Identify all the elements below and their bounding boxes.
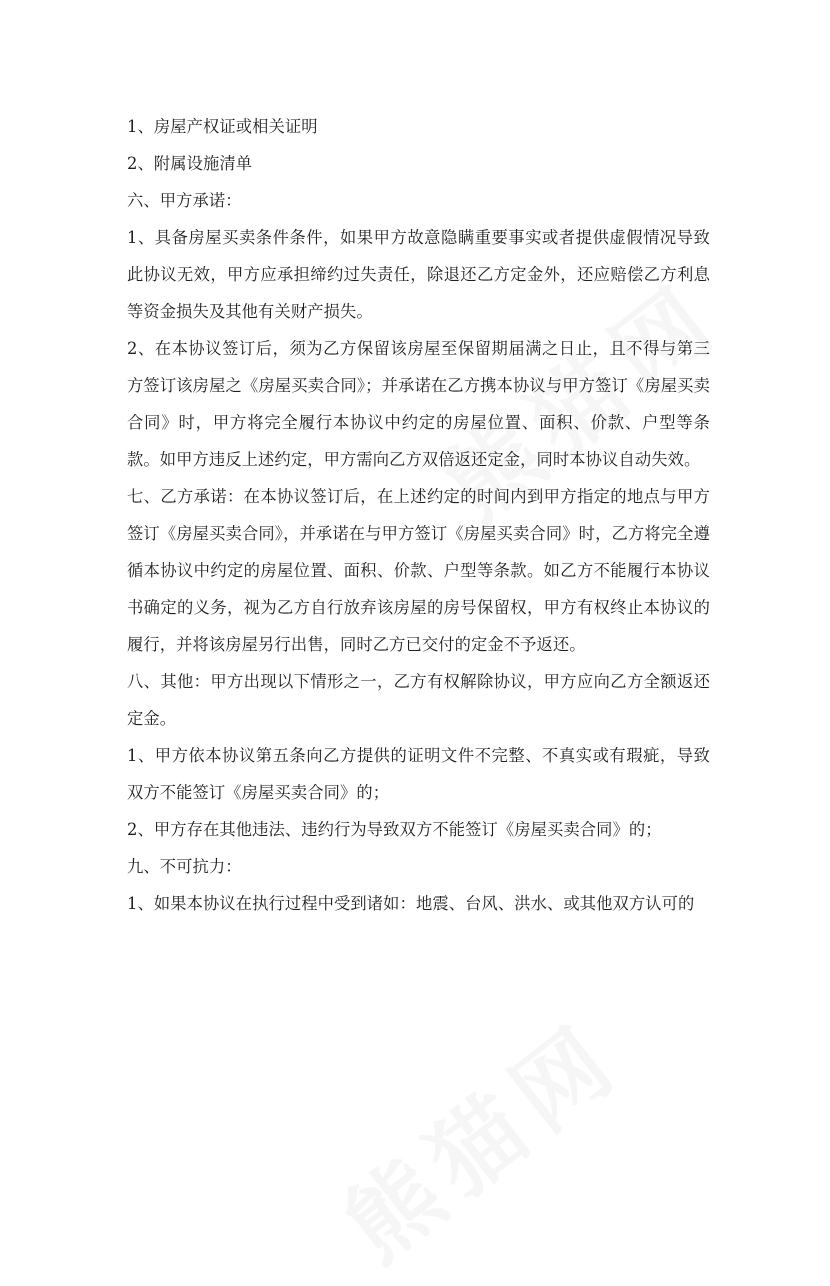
paragraph-attachment-2: 2、附属设施清单: [127, 154, 253, 173]
section-heading-force-majeure: 九、不可抗力：: [127, 857, 242, 876]
paragraph-party-a-commitment-2: 2、在本协议签订后，须为乙方保留该房屋至保留期届满之日止，且不得与第三方签订该房屋之《房屋买卖合同》；并承诺在乙方携本协议与甲方签订《房屋买卖合同》时，甲方将完全履行本协议中约定的房屋位置、面积、价款、户型等条款。如甲方违反上述约定，甲方需向乙方双倍返还定金，同时本协议自动失效。: [127, 339, 710, 469]
document-body: [127, 108, 710, 922]
paragraph-force-majeure-1: 1、如果本协议在执行过程中受到诸如：地震、台风、洪水、或其他双方认可的: [127, 894, 695, 913]
watermark: [313, 986, 645, 1286]
paragraph-party-b-commitments: 七、乙方承诺：在本协议签订后，在上述约定的时间内到甲方指定的地点与甲方签订《房屋买卖合同》，并承诺在与甲方签订《房屋买卖合同》时，乙方将完全遵循本协议中约定的房屋位置、面积、价款、户型等条款。如乙方不能履行本协议书确定的义务，视为乙方自行放弃该房屋的房号保留权，甲方有权终止本协议的履行，并将该房屋另行出售，同时乙方已交付的定金不予返还。: [127, 487, 710, 654]
paragraph-other-terms: 八、其他：甲方出现以下情形之一，乙方有权解除协议，甲方应向乙方全额返还定金。: [127, 672, 710, 728]
paragraph-other-term-2: 2、甲方存在其他违法、违约行为导致双方不能签订《房屋买卖合同》的；: [127, 820, 662, 839]
paragraph-party-a-commitment-1: 1、具备房屋买卖条件条件，如果甲方故意隐瞒重要事实或者提供虚假情况导致此协议无效，甲方应承担缔约过失责任，除退还乙方定金外，还应赔偿乙方利息等资金损失及其他有关财产损失。: [127, 228, 710, 321]
paragraph-other-term-1: 1、甲方依本协议第五条向乙方提供的证明文件不完整、不真实或有瑕疵，导致双方不能签订《房屋买卖合同》的；: [127, 746, 710, 802]
section-heading-party-a-commitments: 六、甲方承诺：: [127, 191, 242, 210]
paragraph-attachment-1: 1、房屋产权证或相关证明: [127, 117, 318, 136]
